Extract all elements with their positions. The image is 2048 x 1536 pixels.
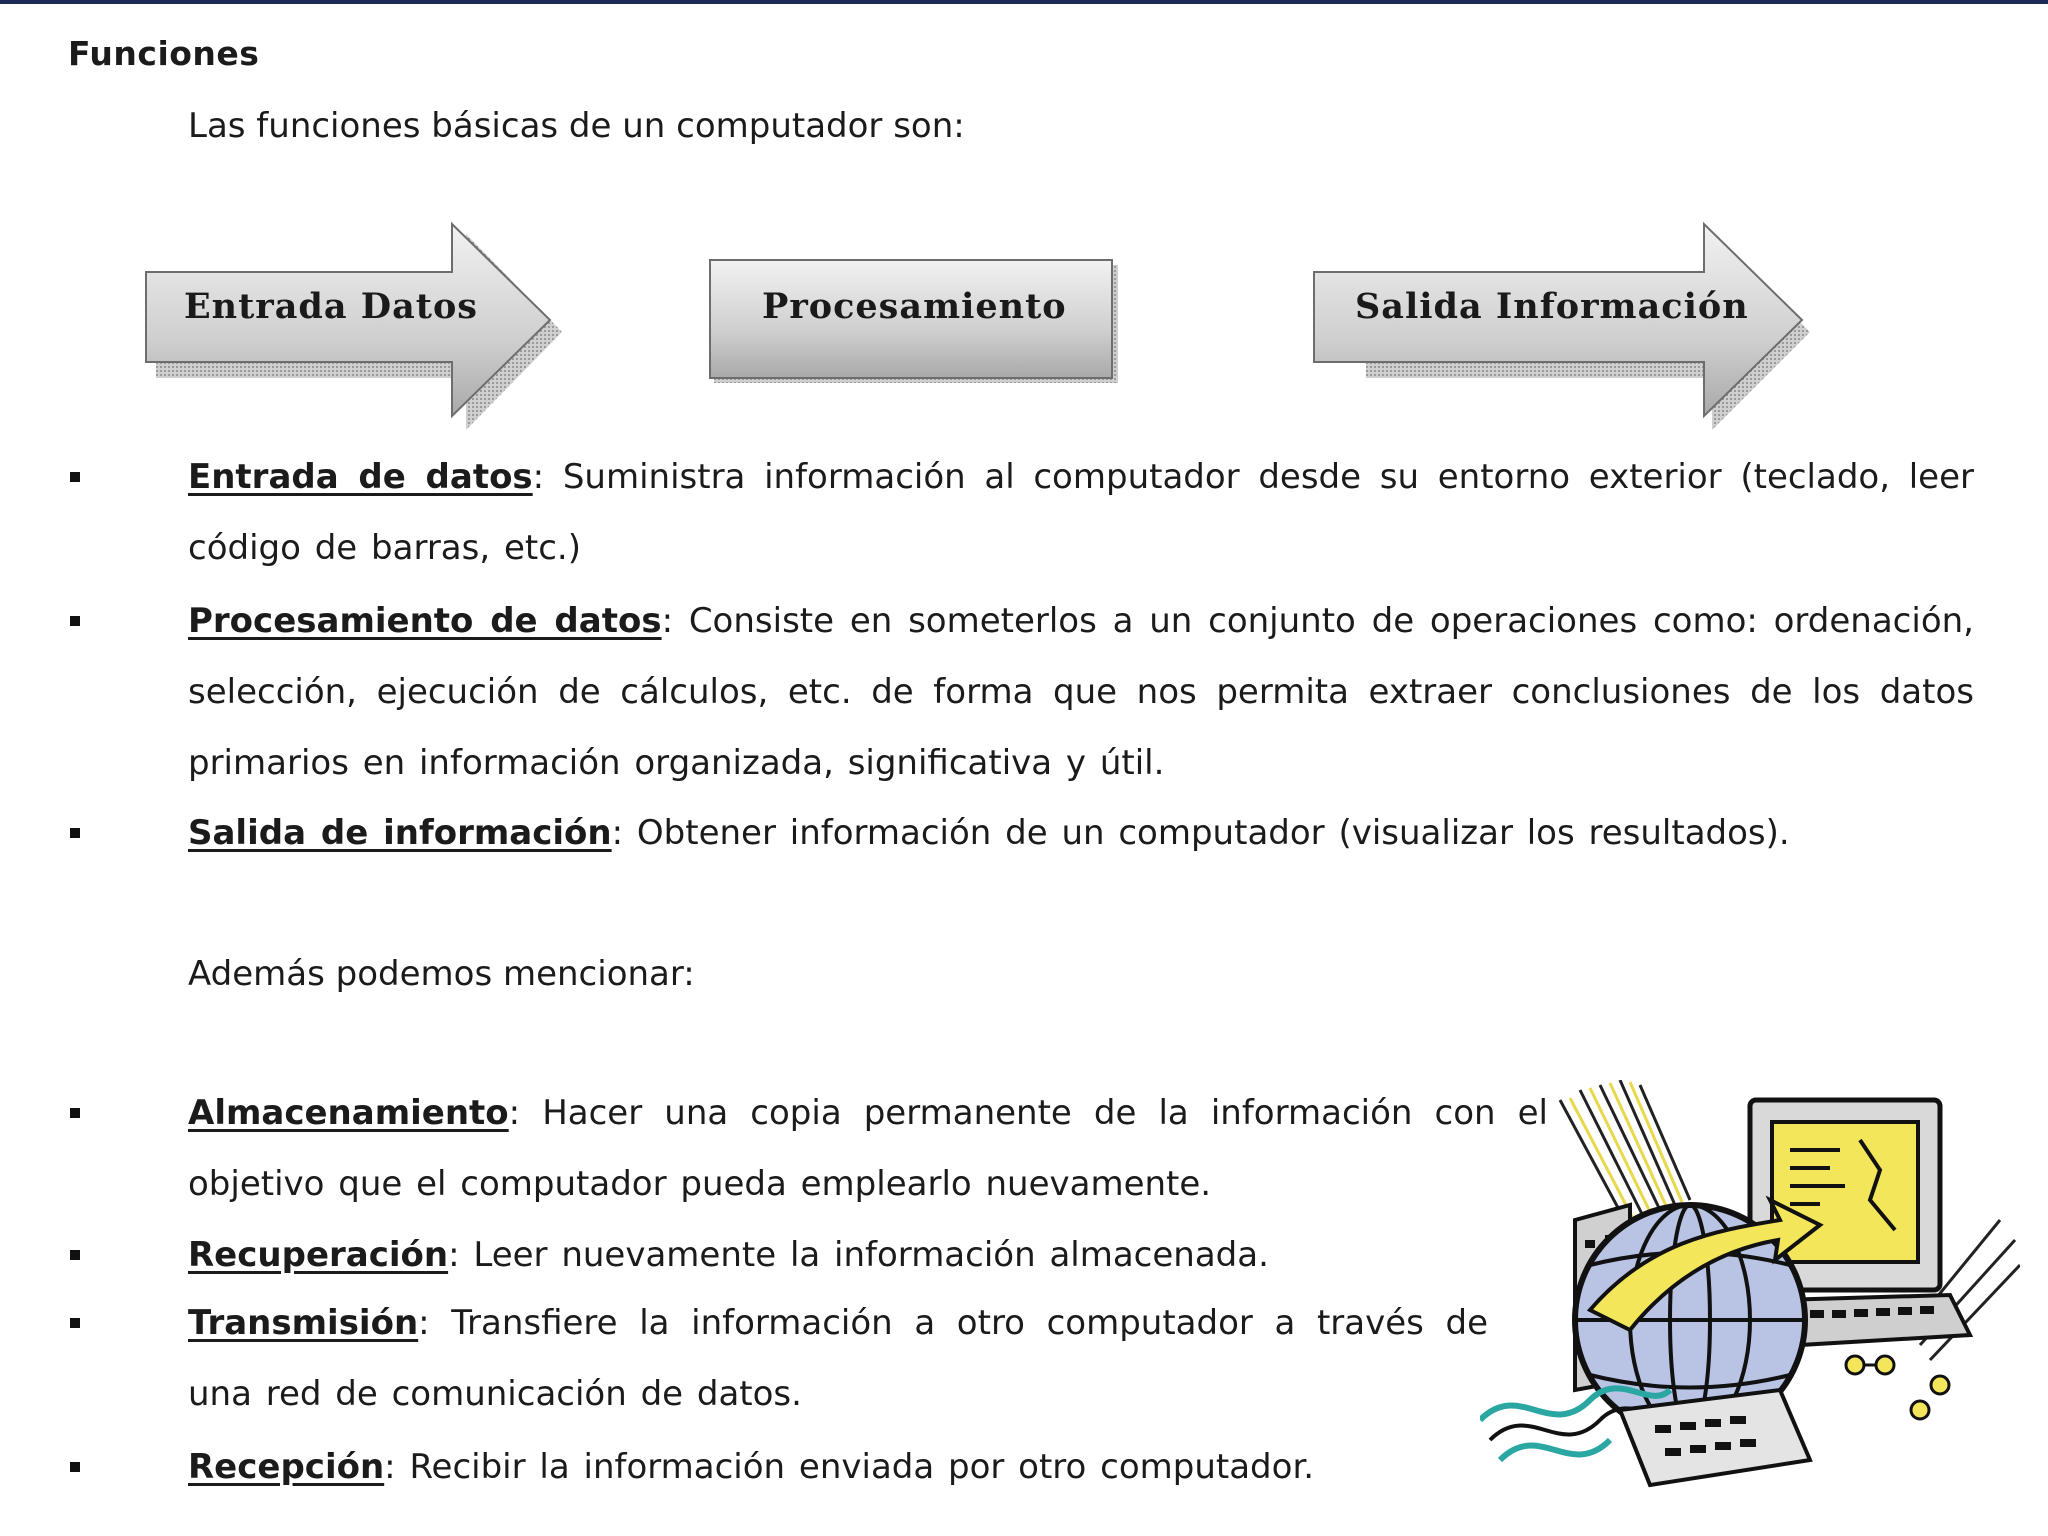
flow-step-label: Salida Información <box>1355 286 1749 327</box>
top-border <box>0 0 2048 4</box>
list-item <box>188 442 1974 584</box>
item-term: Almacenamiento <box>188 1093 509 1133</box>
list-item <box>188 1288 1488 1430</box>
item-description: Consiste en someterlos a un conjunto de operaciones como: ordenación, selección, ejecución de cálculos, etc. de forma que nos permita extraer conclusiones de los datos primarios en información organizada, significativa y útil. <box>188 601 1974 783</box>
item-separator: : <box>418 1303 430 1343</box>
item-term: Procesamiento de datos <box>188 601 662 641</box>
globe-computer-network-icon <box>1480 1080 2020 1500</box>
item-term: Entrada de datos <box>188 457 533 497</box>
list-item <box>188 586 1974 799</box>
bullet-icon <box>70 616 80 626</box>
flow-step-label: Entrada Datos <box>184 286 478 327</box>
additional-intro-text: Además podemos mencionar: <box>188 954 695 994</box>
item-term: Recuperación <box>188 1235 449 1275</box>
item-separator: : <box>532 457 545 497</box>
flow-step-input-arrow <box>146 224 562 430</box>
item-separator: : <box>611 813 624 853</box>
list-item <box>188 1078 1548 1220</box>
item-description: Hacer una copia permanente de la información con el objetivo que el computador pueda emplearlo nuevamente. <box>188 1093 1548 1204</box>
item-separator: : <box>508 1093 521 1133</box>
bullet-icon <box>70 1462 80 1472</box>
list-item <box>188 798 1974 869</box>
flow-step-output-arrow <box>1314 224 1810 430</box>
list-item <box>188 1432 1548 1503</box>
item-description: Obtener información de un computador (visualizar los resultados). <box>623 813 1790 853</box>
bullet-icon <box>70 472 80 482</box>
item-term: Transmisión <box>188 1303 419 1343</box>
section-heading: Funciones <box>68 34 260 73</box>
item-separator: : <box>661 601 674 641</box>
item-description: Leer nuevamente la información almacenada. <box>459 1235 1269 1275</box>
list-item <box>188 1220 1548 1291</box>
item-description: Suministra información al computador desde su entorno exterior (teclado, leer código de barras, etc.) <box>188 457 1974 568</box>
bullet-icon <box>70 1318 80 1328</box>
bullet-icon <box>70 828 80 838</box>
item-term: Recepción <box>188 1447 385 1487</box>
item-separator: : <box>384 1447 396 1487</box>
intro-text: Las funciones básicas de un computador son: <box>188 106 965 146</box>
item-description: Transfiere la información a otro computador a través de una red de comunicación de datos. <box>188 1303 1488 1414</box>
item-separator: : <box>448 1235 460 1275</box>
bullet-icon <box>70 1250 80 1260</box>
flow-step-label: Procesamiento <box>762 286 1067 327</box>
bullet-icon <box>70 1108 80 1118</box>
item-description: Recibir la información enviada por otro computador. <box>395 1447 1315 1487</box>
item-term: Salida de información <box>188 813 612 853</box>
